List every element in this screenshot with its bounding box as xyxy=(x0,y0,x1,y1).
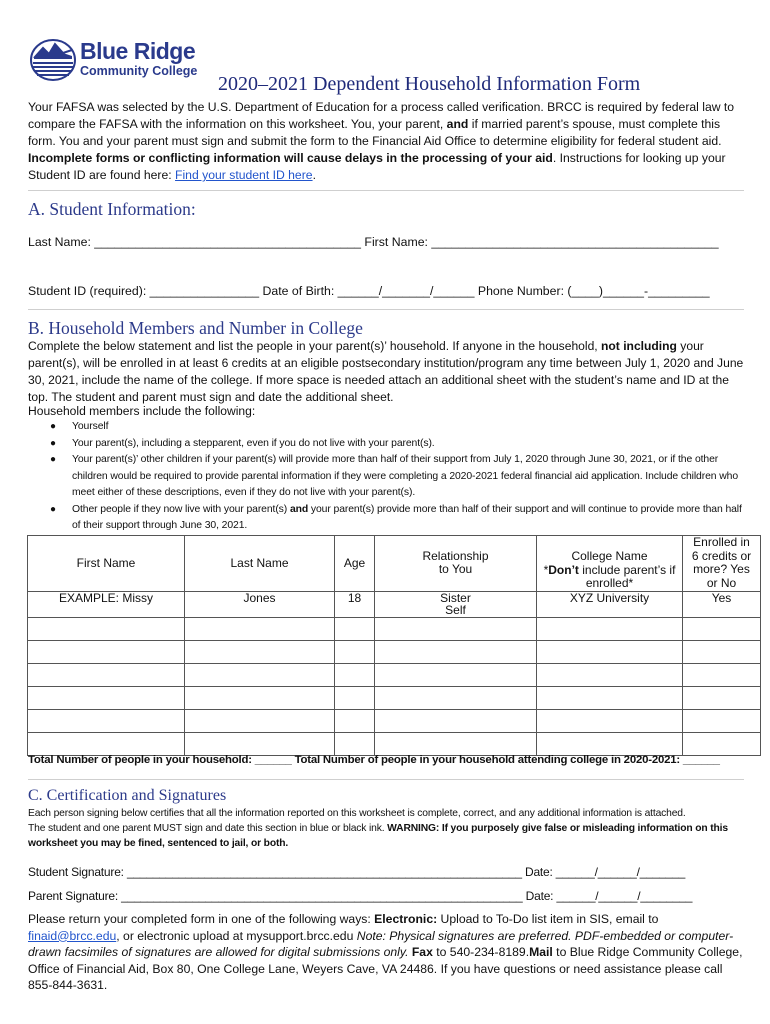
example-last-name: Jones xyxy=(185,591,335,617)
column-header-relationship xyxy=(375,536,537,592)
cell-enrolled[interactable] xyxy=(683,617,761,640)
cell-first-name[interactable] xyxy=(28,686,185,709)
column-header-first-name: First Name xyxy=(28,536,185,592)
members-intro: Household members include the following: xyxy=(28,404,256,418)
cell-age[interactable] xyxy=(335,686,375,709)
fax-number: to 540-234-8189. xyxy=(432,945,530,959)
mail-address: to Blue Ridge Community College, Office of Financial Aid, Box 80, One College Lane, Weyers Cave, VA 24486. If you have questions or need assistance please call 855-844-3631. xyxy=(28,945,743,992)
household-totals-line[interactable]: Total Number of people in your household: ______ Total Number of people in your household attending college in 2020-2021: ______ xyxy=(28,754,720,766)
college-header-text: College Name *Don’t include parent’s if enrolled* xyxy=(543,549,676,590)
section-b-bold-1: not including xyxy=(601,339,677,353)
return-instructions xyxy=(28,911,748,994)
logo-name: Blue Ridge xyxy=(80,38,196,64)
cell-college[interactable] xyxy=(537,617,683,640)
table-row[interactable] xyxy=(28,617,761,640)
cell-first-name[interactable] xyxy=(28,617,185,640)
cell-relationship[interactable] xyxy=(375,640,537,663)
cell-college[interactable] xyxy=(537,663,683,686)
return-text-1: Please return your completed form in one of the following ways: xyxy=(28,912,375,926)
cell-relationship[interactable] xyxy=(375,663,537,686)
email-link[interactable]: finaid@brcc.edu xyxy=(28,928,117,943)
table-row[interactable] xyxy=(28,686,761,709)
bullet-4-pre: Other people if they now live with your parent(s) xyxy=(72,503,290,515)
section-b-heading: B. Household Members and Number in College xyxy=(28,318,363,338)
cell-enrolled[interactable] xyxy=(683,663,761,686)
divider xyxy=(28,190,744,191)
cell-first-name[interactable] xyxy=(28,663,185,686)
mountain-logo-icon xyxy=(30,38,76,82)
cell-relationship[interactable] xyxy=(375,617,537,640)
student-id-link[interactable]: Find your student ID here xyxy=(175,168,313,182)
college-header-pre: College Name xyxy=(571,549,648,563)
signing-requirement xyxy=(28,821,748,851)
return-electronic-label: Electronic: xyxy=(374,912,438,926)
divider xyxy=(28,309,744,310)
example-relationship-1: Sister xyxy=(440,590,471,605)
cell-first-name[interactable] xyxy=(28,709,185,732)
household-members-list xyxy=(48,419,748,535)
cell-enrolled[interactable] xyxy=(683,709,761,732)
example-college: XYZ University xyxy=(537,591,683,617)
cell-last-name[interactable] xyxy=(185,640,335,663)
divider xyxy=(28,779,744,780)
return-text-3: , or electronic upload at mysupport.brcc.edu xyxy=(116,928,357,943)
table-row[interactable] xyxy=(28,709,761,732)
student-signature-line[interactable]: Student Signature: _____________________________________________________________ Date: ______/______/_______ xyxy=(28,865,686,879)
cell-first-name[interactable] xyxy=(28,640,185,663)
return-text-2: Upload to To-Do list item in SIS, email to xyxy=(437,912,659,926)
cell-age[interactable] xyxy=(335,617,375,640)
cell-college[interactable] xyxy=(537,640,683,663)
cell-last-name[interactable] xyxy=(185,663,335,686)
bullet-text: Yourself xyxy=(72,421,109,432)
list-item: ● Yourself xyxy=(50,421,109,432)
intro-bold-2: Incomplete forms or conflicting information will cause delays in the processing of your aid xyxy=(28,151,553,165)
name-fields-line[interactable]: Last Name: _______________________________________ First Name: __________________________________________ xyxy=(28,235,719,249)
parent-signature-line[interactable]: Parent Signature: ______________________________________________________________ Date: ______/______/________ xyxy=(28,889,693,903)
list-item: ● Other people if they now live with your parent(s) and your parent(s) provide more than half of their support and will continue to provide more than half of their support through June 30, 2021. xyxy=(50,503,742,531)
table-row[interactable] xyxy=(28,732,761,755)
table-header-row xyxy=(28,536,761,592)
warning-text: WARNING: If you purposely give false or misleading information on this worksheet you may be fined, sentenced to jail, or both. xyxy=(28,823,728,849)
bullet-text: Your parent(s)’ other children if your parent(s) will provide more than half of their support from July 1, 2020 through June 30, 2021, or if the other children would be required to provide parental information if they were completing a 2020-2021 federal financial aid application. Include children who meet either of these descriptions, even if they do not live with your parent(s). xyxy=(72,454,739,498)
cell-relationship[interactable] xyxy=(375,732,537,755)
example-age: 18 xyxy=(335,591,375,617)
example-first-name: EXAMPLE: Missy xyxy=(28,591,185,617)
cell-age[interactable] xyxy=(335,640,375,663)
cell-last-name[interactable] xyxy=(185,709,335,732)
column-header-enrolled xyxy=(683,536,761,592)
cell-college[interactable] xyxy=(537,732,683,755)
cell-relationship[interactable] xyxy=(375,686,537,709)
cell-age[interactable] xyxy=(335,663,375,686)
certification-statement: Each person signing below certifies that all the information reported on this worksheet is complete, correct, and any additional information is attached. xyxy=(28,808,686,819)
intro-text-2: if married parent’s spouse, must complete this form. You and your parent must sign and submit the form to the Financial Aid Office to determine eligibility for federal student aid. xyxy=(28,117,722,148)
section-a-heading: A. Student Information: xyxy=(28,199,196,219)
intro-bold-1: and xyxy=(446,117,469,131)
table-row-example xyxy=(28,591,761,617)
logo-subname: Community College xyxy=(80,64,198,78)
cell-college[interactable] xyxy=(537,686,683,709)
cell-enrolled[interactable] xyxy=(683,732,761,755)
mail-label: Mail xyxy=(529,945,553,959)
section-b-text-2: your parent(s), will be enrolled in at least 6 credits at an eligible postsecondary institution/program any time between July 1, 2020 and June 30, 2021, include the name of the college. If more space is needed attach an additional sheet with the student’s name and ID at the top. The student and parent must sign and date the additional sheet. xyxy=(28,339,744,404)
cell-last-name[interactable] xyxy=(185,617,335,640)
list-item: ● Your parent(s)’ other children if your parent(s) will provide more than half of their support from July 1, 2020 through June 30, 2021, or if the other children would be required to provide parental information if they were completing a 2020-2021 federal financial aid application. Include children who meet either of these descriptions, even if they do not live with your parent(s). xyxy=(50,454,739,498)
fax-label: Fax xyxy=(408,945,433,959)
cell-enrolled[interactable] xyxy=(683,686,761,709)
cell-relationship[interactable] xyxy=(375,709,537,732)
brcc-logo xyxy=(30,38,210,84)
signature-note: Note: Physical signatures are preferred. PDF-embedded or computer-drawn facsimiles of signatures are allowed for digital submissions only. xyxy=(28,928,734,959)
column-header-college xyxy=(537,536,683,592)
table-row[interactable] xyxy=(28,663,761,686)
intro-paragraph xyxy=(28,99,744,184)
bullet-4-bold: and xyxy=(289,503,309,515)
college-header-post: include parent’s if enrolled* xyxy=(578,562,676,590)
intro-text-1: Your FAFSA was selected by the U.S. Department of Education for a process called verification. BRCC is required by federal law to compare the FAFSA with the information on this worksheet. You, your parent, xyxy=(28,100,735,131)
household-members-table xyxy=(27,535,761,756)
page-title: 2020–2021 Dependent Household Information Form xyxy=(218,73,641,95)
cell-age[interactable] xyxy=(335,732,375,755)
cell-college[interactable] xyxy=(537,709,683,732)
list-item: ● Your parent(s), including a stepparent, even if you do not live with your parent(s). xyxy=(50,437,435,449)
example-enrolled: Yes xyxy=(683,591,761,617)
section-b-instructions xyxy=(28,338,744,406)
section-b-text-1: Complete the below statement and list the people in your parent(s)’ household. If anyone in the household, xyxy=(28,339,602,353)
bullet-text: Your parent(s), including a stepparent, even if you do not live with your parent(s). xyxy=(72,437,435,449)
column-header-last-name: Last Name xyxy=(185,536,335,592)
example-relationship xyxy=(375,591,537,617)
column-header-age: Age xyxy=(335,536,375,592)
relationship-header-text: Relationship to You xyxy=(422,548,489,577)
cell-last-name[interactable] xyxy=(185,732,335,755)
section-c-heading: C. Certification and Signatures xyxy=(28,787,227,804)
example-relationship-2: Self xyxy=(445,602,466,617)
bullet-4-post: your parent(s) provide more than half of their support and will continue to provide more than half of their support through June 30, 2021. xyxy=(72,503,742,531)
intro-text-3: . Instructions for looking up your Student ID are found here: xyxy=(28,151,726,182)
id-dob-phone-line[interactable]: Student ID (required): ________________ Date of Birth: ______/_______/______ Phone Number: (____)______-_________ xyxy=(28,284,710,298)
cell-first-name[interactable] xyxy=(28,732,185,755)
cell-last-name[interactable] xyxy=(185,686,335,709)
signing-text: The student and one parent MUST sign and date this section in blue or black ink. xyxy=(28,823,388,834)
cell-enrolled[interactable] xyxy=(683,640,761,663)
table-row[interactable] xyxy=(28,640,761,663)
cell-age[interactable] xyxy=(335,709,375,732)
college-header-bold: Don’t xyxy=(548,562,579,577)
enrolled-header-text: Enrolled in 6 credits or more? Yes or No xyxy=(691,535,752,590)
intro-text-4: . xyxy=(312,168,316,182)
